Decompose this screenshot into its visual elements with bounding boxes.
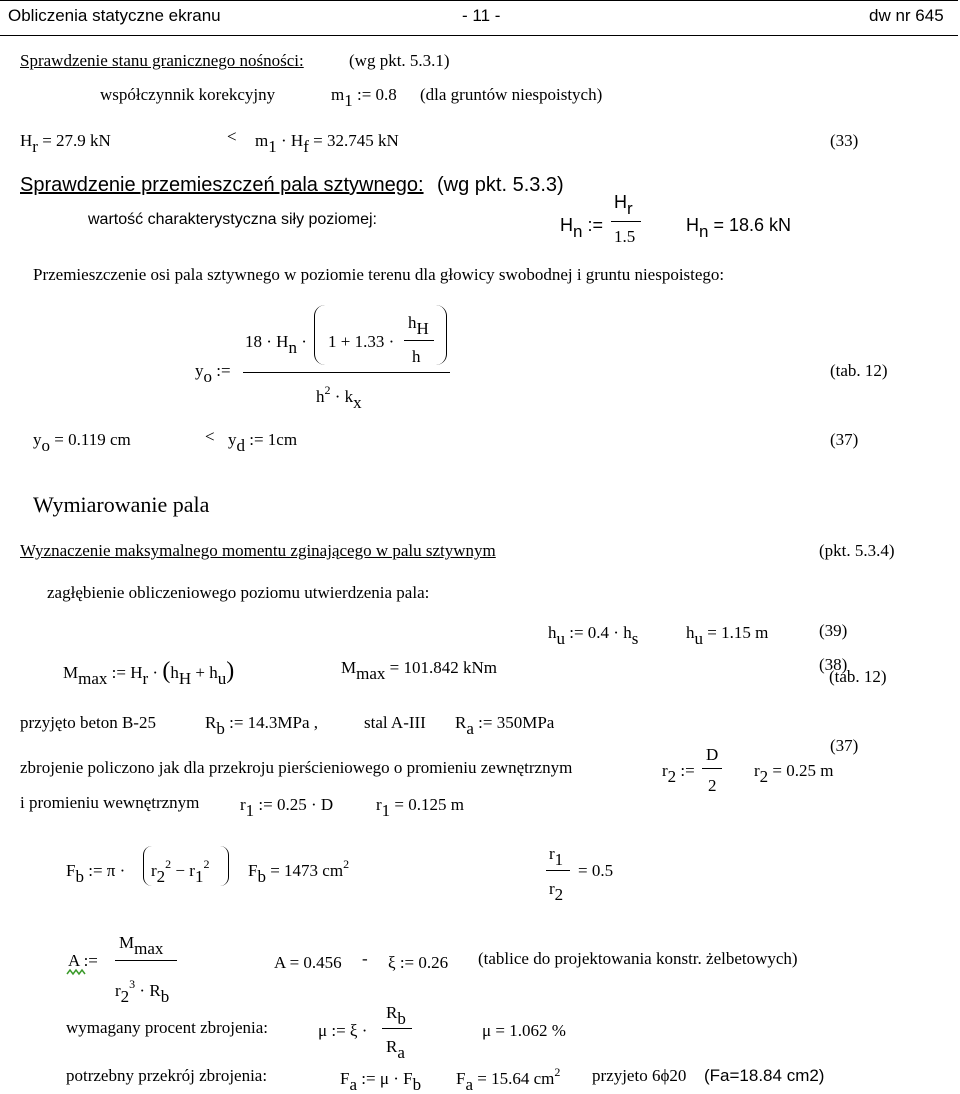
a-fraction-bar [115,960,177,961]
displacement-description: Przemieszczenie osi pala sztywnego w poziomie terenu dla głowicy swobodnej i gruntu niespoistego: [33,265,725,284]
inner-radius-label: i promieniu wewnętrznym [20,793,200,812]
ratio-result: = 0.5 [578,861,614,880]
page-number: - 11 - [462,6,501,25]
fb-lhs: Fb := π · [66,861,126,886]
reinforcement-label: zbrojenie policzono jak dla przekroju pierścieniowego o promieniu zewnętrznym [20,758,573,777]
ratio-denominator: r2 [549,879,564,904]
equation-number-37b: (37) [830,736,859,755]
page-header [0,0,958,36]
xi-value: ξ := 0.26 [388,953,449,972]
yo-lhs: yo := [195,361,231,386]
ratio-numerator: r1 [549,844,564,869]
fb-body: $r2^2 - r1^2$ [151,857,210,886]
section-ref-capacity: (wg pkt. 5.3.1) [349,51,450,70]
inner-fraction-bar [404,340,434,341]
a-numerator: Mmax [119,933,164,958]
r2-fraction-bar [702,768,722,769]
yo-numerator-c: 1 + 1.33 · [328,332,395,351]
r1-result: r1 = 0.125 m [376,795,464,820]
ratio-fraction-bar [546,870,570,871]
equation-number-33: (33) [830,131,859,150]
header-title: Obliczenia statyczne ekranu [8,6,221,25]
depth-label: zagłębienie obliczeniowego poziomu utwierdzenia pala: [47,583,430,602]
tab12-reference-2: (tab. 12) [829,667,887,686]
mu-lhs: μ := ξ · [318,1021,368,1040]
left-paren [314,305,325,365]
fa-label: potrzebny przekrój zbrojenia: [66,1066,268,1085]
adopted-bars: przyjeto 6ϕ20 [592,1066,687,1085]
error-squiggle [66,968,88,976]
mmax-formula: Mmax := Hr · (hH + hu) [63,658,235,688]
yd-formula: yd := 1cm [228,430,298,455]
hn-numerator: Hr [614,192,633,218]
mu-result: μ = 1.062 % [482,1021,566,1040]
hr-check-formula: Hr = 27.9 kN [20,131,111,156]
hu-formula: hu := 0.4 · hs [548,623,639,648]
r1-formula: r1 := 0.25 · D [240,795,334,820]
tables-note: (tablice do projektowania konstr. żelbetowych) [478,949,798,968]
m1-formula: m1 := 0.8 [331,85,397,110]
equation-number-39: (39) [819,621,848,640]
r2-numerator: D [706,745,719,764]
mu-fraction-bar [382,1028,412,1029]
section-title-capacity: Sprawdzenie stanu granicznego nośności: [20,51,304,70]
rb-formula: Rb := 14.3MPa , [205,713,319,738]
mu-numerator: Rb [386,1003,406,1028]
a-lhs: A := [68,951,98,970]
yo-denominator: $h^2$ · kx [316,383,362,412]
mu-label: wymagany procent zbrojenia: [66,1018,269,1037]
steel-label: stal A-III [364,713,426,732]
section-heading-dimensioning: Wymiarowanie pala [33,492,210,517]
equation-number-38: (38) [819,655,848,674]
fa-formula: Fa := μ · Fb [340,1069,422,1094]
section-ref-displacement: (wg pkt. 5.3.3) [437,174,564,196]
tab12-reference: (tab. 12) [830,361,888,380]
fb-result: Fb = 1473 $cm^2$ [248,857,350,886]
hn-result: Hn = 18.6 kN [686,215,792,241]
less-than-sign-2: < [205,427,215,446]
yo-numerator-a: 18 · Hn · [245,332,307,357]
right-paren [436,305,447,365]
main-fraction-bar [243,372,450,373]
hu-result: hu = 1.15 m [686,623,769,648]
h-denominator: h [412,347,421,366]
ra-formula: Ra := 350MPa [455,713,555,738]
soil-note: (dla gruntów niespoistych) [420,85,603,104]
r2-lhs: r2 := [662,761,695,786]
mu-denominator: Ra [386,1037,405,1062]
equation-number-37: (37) [830,430,859,449]
r2-denominator: 2 [708,776,717,795]
hf-formula: m1 · Hf = 32.745 kN [255,131,399,156]
less-than-sign: < [227,127,237,146]
a-denominator: $r2^3 \cdot Rb$ [115,977,170,1006]
document-number: dw nr 645 [869,6,944,25]
fa-adopted-note: (Fa=18.84 cm2) [704,1066,825,1085]
hn-lhs: Hn := [560,215,603,241]
mmax-result: Mmax = 101.842 kNm [341,658,497,683]
r2-result: r2 = 0.25 m [754,761,834,786]
fa-result: Fa = 15.64 $cm^2$ [456,1065,561,1094]
max-moment-subheading: Wyznaczenie maksymalnego momentu zginającego w palu sztywnym [20,541,496,560]
coefficient-label: współczynnik korekcyjny [100,85,276,104]
a-result: A = 0.456 [274,953,342,972]
section-title-displacement: Sprawdzenie przemieszczeń pala sztywnego: [20,174,424,196]
hn-denominator: 1.5 [614,227,636,246]
separator-dash: - [362,949,368,968]
concrete-label: przyjęto beton B-25 [20,713,156,732]
pkt-reference: (pkt. 5.3.4) [819,541,895,560]
yo-result: yo = 0.119 cm [33,430,131,455]
characteristic-force-label: wartość charakterystyczna siły poziomej: [88,211,377,228]
fraction-bar [611,221,641,222]
hh-numerator: hH [408,313,429,338]
fb-right-paren [220,846,229,886]
